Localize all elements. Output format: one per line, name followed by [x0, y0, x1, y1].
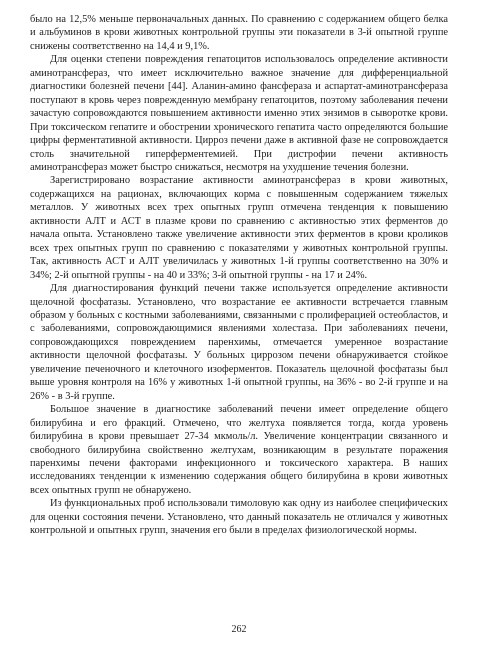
paragraph-5: Большое значение в диагностике заболеваний печени имеет определение общего билирубина и его фракций. Отмечено, что желтуха появляется тогда, когда уровень билирубина в крови превышает 27-34 мкмоль/л. Увеличение концентрации связанного и свободного билирубина свойственно желтухам, возникающим в результате поражения паренхимы печени факторами инфекционного и токсического характера. В наших исследованиях тенденции к изменению содержания общего билирубина в крови животных всех опытных групп не обнаружено.: [30, 404, 448, 496]
paragraph-6: Из функциональных проб использовали тимоловую как одну из наиболее специфических для оценки состояния печени. Установлено, что данный показатель не отличался у животных контрольной и опытных групп, значения его были в пределах физиологической нормы.: [30, 498, 448, 537]
paragraph-4: Для диагностирования функций печени также используется определение активности щелочной фосфатазы. Установлено, что возрастание ее активности встречается главным образом у больных с костными заболеваниями, связанными с пролиферацией остеобластов, и с заболеваниями, сопровождающимися явлениями холестаза. При заболеваниях печени, сопровождающихся повреждением паренхимы, отмечается умеренное возрастание активности щелочной фосфатазы. У больных циррозом печени обнаруживается стойкое увеличение печеночного и клеточного изоферментов. Показатель щелочной фосфатазы был выше уровня контроля на 16% у животных 1-й опытной группы, на 36% - во 2-й группе и на 26% - в 3-й группе.: [30, 283, 448, 402]
paragraph-1: было на 12,5% меньше первоначальных данных. По сравнению с содержанием общего белка и альбуминов в крови животных контрольной группы эти показатели в 3-й опытной группе снижены соответственно на 14,4 и 9,1%.: [30, 14, 448, 52]
page-number: 262: [231, 624, 247, 635]
paragraph-3: Зарегистрировано возрастание активности аминотрансфераз в крови животных, содержащихся на рационах, включающих корма с повышенным содержанием тяжелых металлов. У животных всех трех опытных групп отмечена тенденция к повышению активности АЛТ и АСТ в плазме крови по сравнению с активностью этих ферментов до начала опыта. Установлено также увеличение активности этих ферментов в крови кроликов всех трех опытных групп по сравнению с показателями у животных контрольной группы. Так, активность АСТ и АЛТ увеличилась у животных 1-й группы соответственно на 30% и 34%; 2-й опытной группы - на 40 и 33%; 3-й опытной группы - на 17 и 24%.: [30, 175, 448, 281]
body-text: [30, 13, 448, 538]
paragraph-2: Для оценки степени повреждения гепатоцитов использовалось определение активности аминотрансфераз, что имеет исключительно важное значение для дифференциальной диагностики болезней печени [44]. Аланин-амино фансфераза и аспартат-аминотрансфераза поступают в кровь через поврежденную мембрану гепатоцитов, поэтому заболевания печени зачастую сопровождаются повышением активности именно этих энзимов в сыворотке крови. При токсическом гепатите и обострении хронического гепатита часто определяются большие цифры ферментативной активности. Цирроз печени даже в активной фазе не сопровождается столь значительной гиперферментемией. При дистрофии печени активность аминотрансфераз может быстро снижаться, несмотря на ухудшение течения болезни.: [30, 54, 448, 173]
